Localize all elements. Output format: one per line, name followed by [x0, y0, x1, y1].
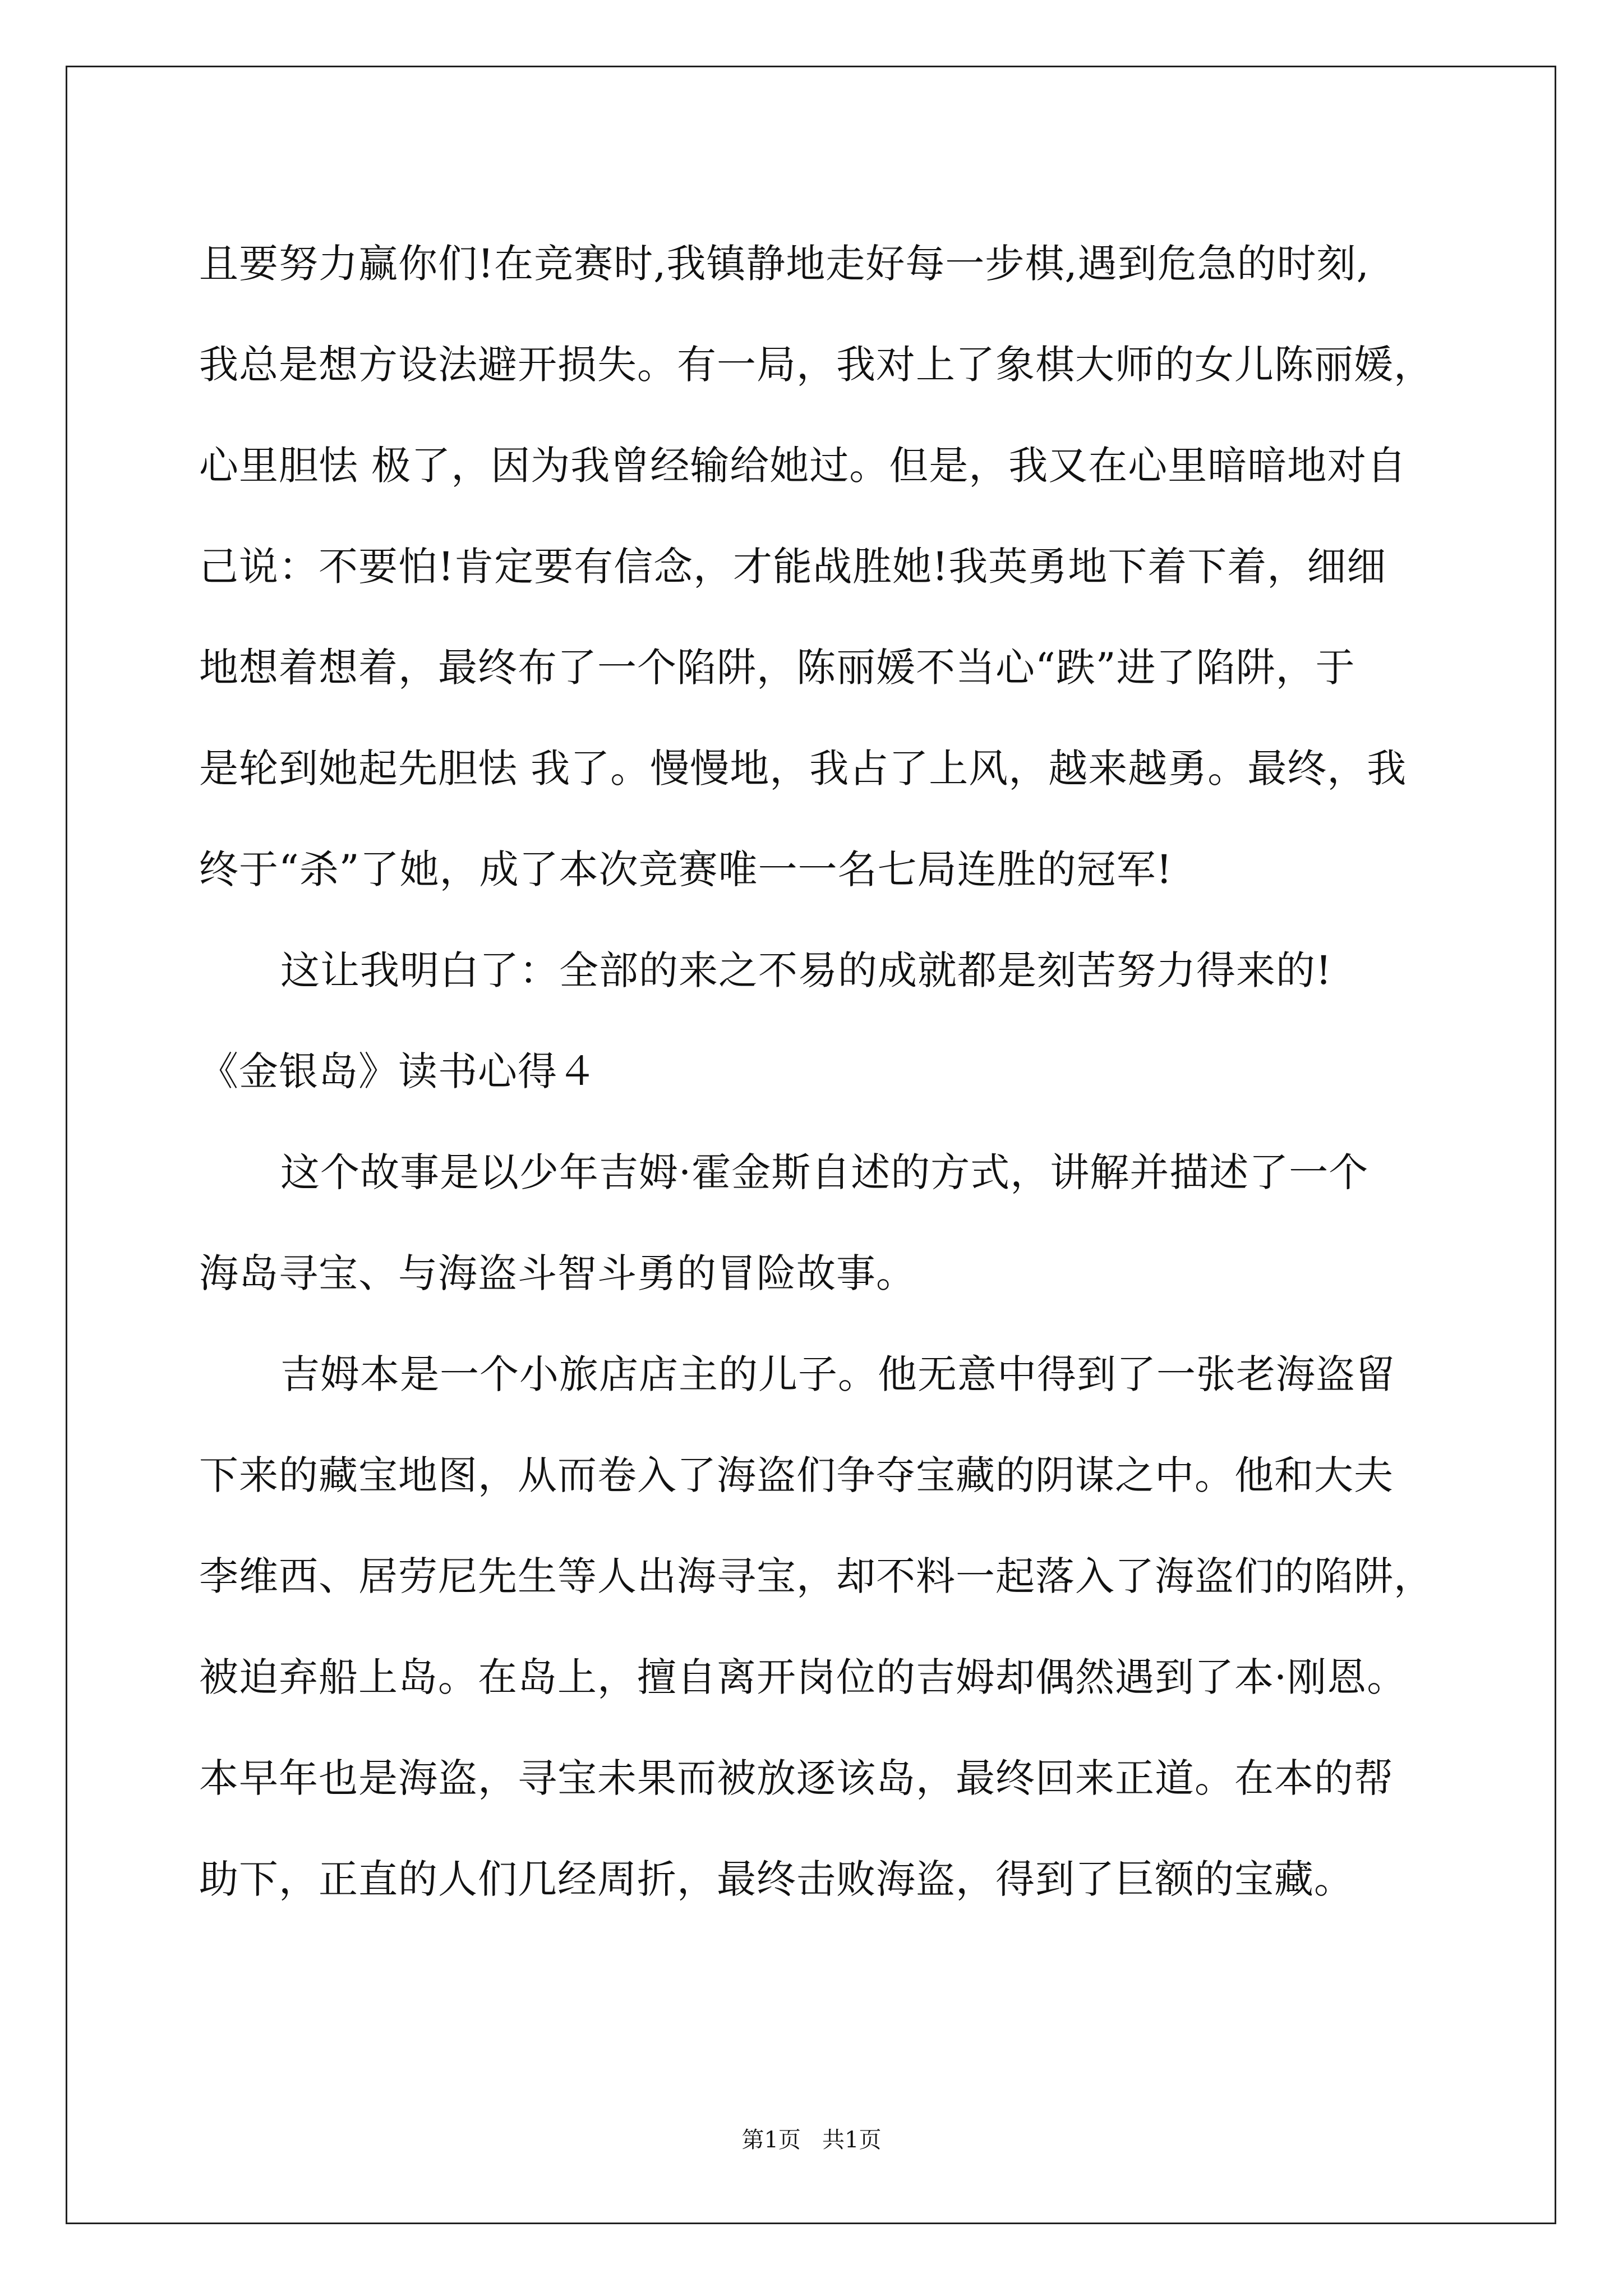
text-line: 且要努力赢你们!在竞赛时,我镇静地走好每一步棋,遇到危急的时刻,	[199, 241, 1370, 287]
page-footer: 第1页 共1页	[741, 2127, 882, 2153]
document-body	[199, 213, 1433, 1930]
paragraph-line: 这让我明白了：全部的来之不易的成就都是刻苦努力得来的!	[280, 947, 1332, 993]
text-line: 己说：不要怕!肯定要有信念，才能战胜她!我英勇地下着下着，细细	[199, 544, 1387, 590]
paragraph-line: 吉姆本是一个小旅店店主的儿子。他无意中得到了一张老海盗留	[280, 1351, 1395, 1397]
text-line: 下来的藏宝地图，从而卷入了海盗们争夺宝藏的阴谋之中。他和大夫	[199, 1452, 1394, 1498]
text-line: 心里胆怯 极了，因为我曾经输给她过。但是，我又在心里暗暗地对自	[199, 443, 1407, 489]
text-line: 被迫弃船上岛。在岛上，擅自离开岗位的吉姆却偶然遇到了本·刚恩。	[199, 1654, 1407, 1700]
text-line: 我总是想方设法避开损失。有一局，我对上了象棋大师的女儿陈丽媛，	[199, 342, 1433, 388]
text-line: 海岛寻宝、与海盗斗智斗勇的冒险故事。	[199, 1250, 916, 1296]
text-line: 李维西、居劳尼先生等人出海寻宝，却不料一起落入了海盗们的陷阱，	[199, 1553, 1433, 1599]
paragraph-line: 这个故事是以少年吉姆·霍金斯自述的方式，讲解并描述了一个	[280, 1149, 1369, 1195]
text-line: 本早年也是海盗，寻宝未果而被放逐该岛，最终回来正道。在本的帮	[199, 1755, 1394, 1801]
text-line: 终于“杀”了她，成了本次竞赛唯一一名七局连胜的冠军!	[199, 846, 1173, 892]
section-heading: 《金银岛》读书心得４	[199, 1048, 597, 1094]
text-line: 助下，正直的人们几经周折，最终击败海盗，得到了巨额的宝藏。	[199, 1856, 1354, 1902]
text-line: 地想着想着，最终布了一个陷阱，陈丽媛不当心“跌”进了陷阱，于	[199, 645, 1355, 691]
text-line: 是轮到她起先胆怯 我了。慢慢地，我占了上风，越来越勇。最终，我	[199, 746, 1407, 792]
